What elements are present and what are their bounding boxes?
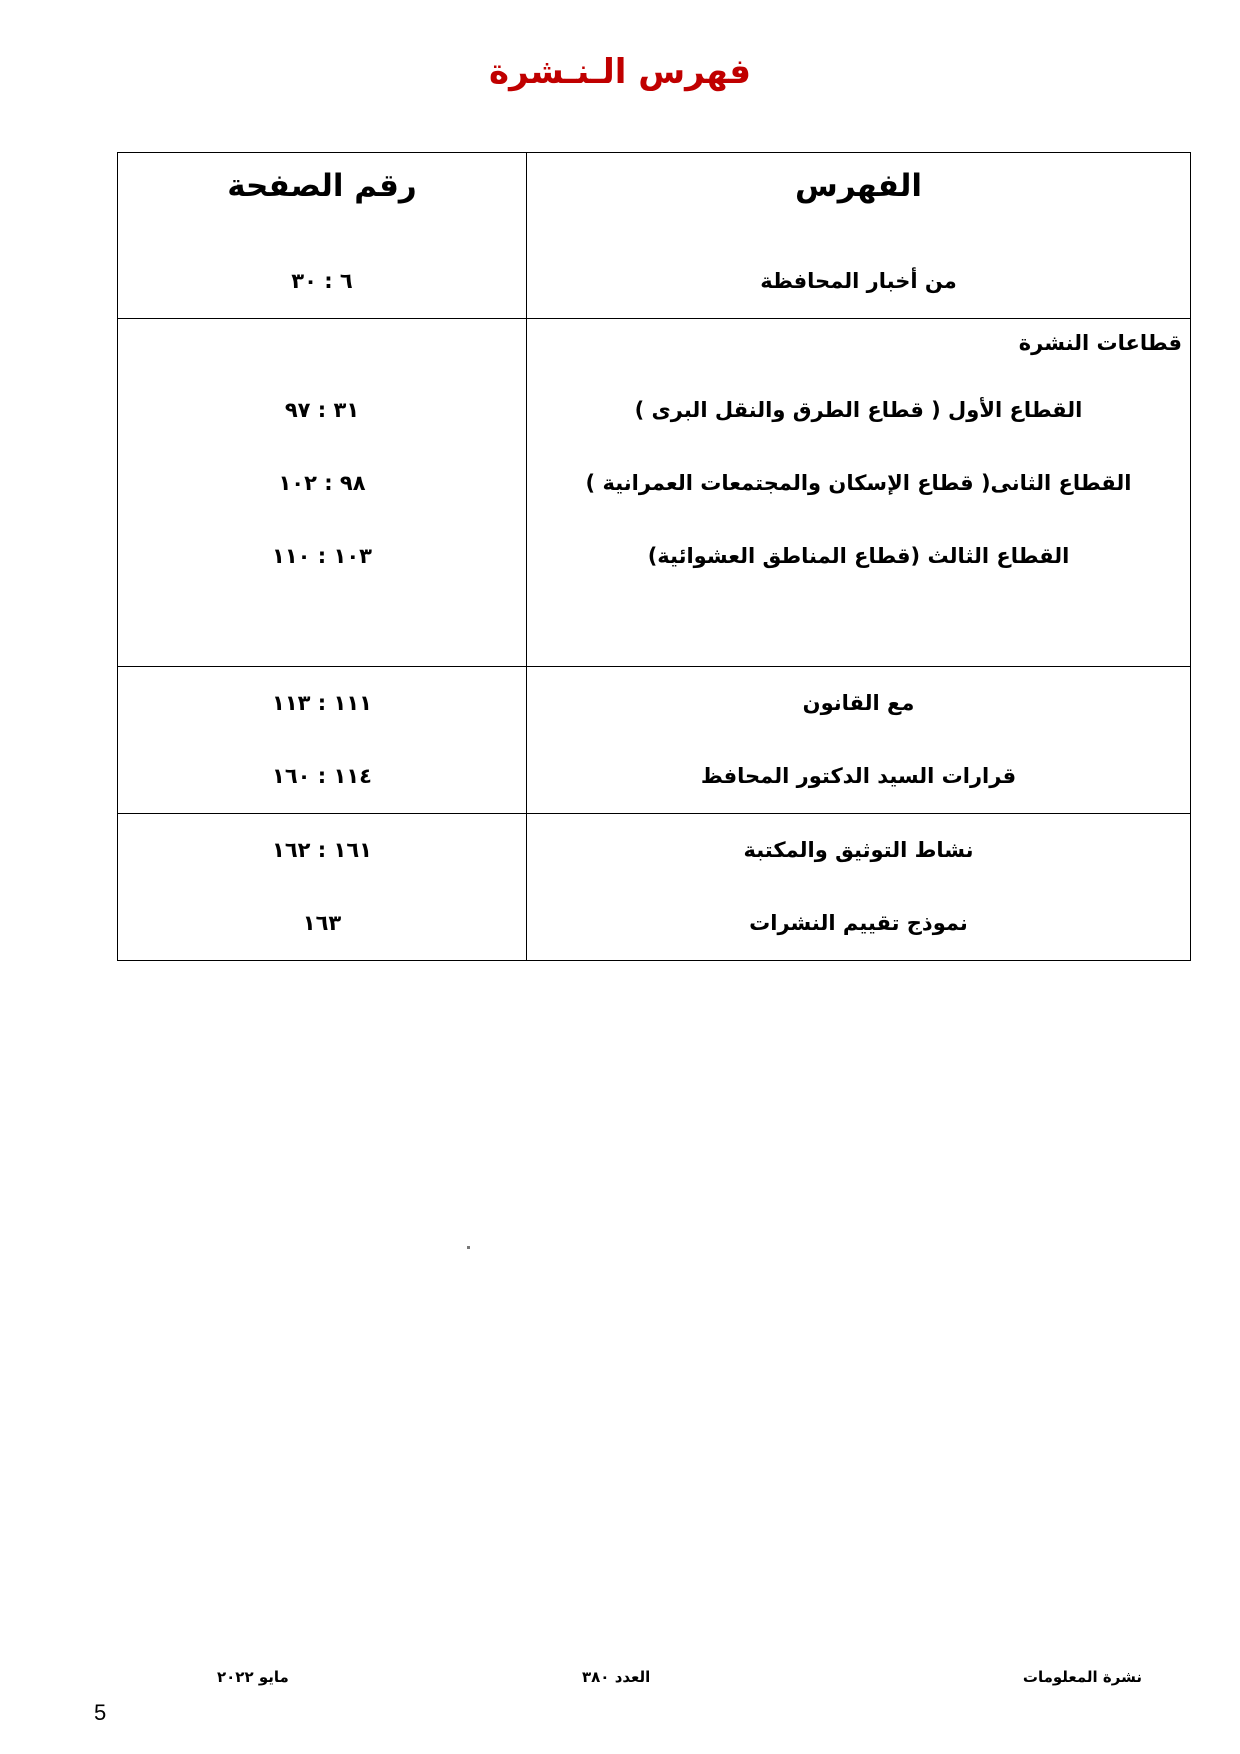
page-cell bbox=[118, 153, 527, 319]
item-pages: ١٦٣ bbox=[302, 911, 342, 935]
title-cell bbox=[527, 814, 1191, 961]
section-row bbox=[118, 319, 1191, 667]
item-title: القطاع الثالث (قطاع المناطق العشوائية) bbox=[647, 544, 1070, 568]
page-cell bbox=[118, 814, 527, 961]
title-cell bbox=[527, 153, 1191, 319]
footer-date: مايو ٢٠٢٢ bbox=[217, 1668, 289, 1686]
item-title: من أخبار المحافظة bbox=[760, 269, 957, 293]
section-row bbox=[118, 814, 1191, 961]
item-pages: ٦ : ٣٠ bbox=[291, 269, 353, 293]
title-cell bbox=[527, 667, 1191, 814]
index-header: الفهرس bbox=[794, 168, 923, 204]
section-row bbox=[118, 153, 1191, 319]
item-title: القطاع الثانى( قطاع الإسكان والمجتمعات العمرانية ) bbox=[585, 471, 1132, 495]
footer-publication: نشرة المعلومات bbox=[1022, 1668, 1142, 1686]
title-cell bbox=[527, 319, 1191, 667]
item-pages: ٣١ : ٩٧ bbox=[284, 398, 360, 422]
item-pages: ٩٨ : ١٠٢ bbox=[278, 471, 366, 495]
page-cell bbox=[118, 319, 527, 667]
page-number: 5 bbox=[94, 1700, 107, 1725]
section-row bbox=[118, 667, 1191, 814]
item-pages: ١١٤ : ١٦٠ bbox=[272, 764, 372, 788]
item-pages: ١١١ : ١١٣ bbox=[272, 691, 372, 715]
item-title: مع القانون bbox=[802, 691, 915, 715]
item-title: قرارات السيد الدكتور المحافظ bbox=[700, 764, 1017, 788]
section-subheading: قطاعات النشرة bbox=[1018, 331, 1182, 355]
item-title: نموذج تقييم النشرات bbox=[749, 911, 968, 935]
footer-issue: العدد ٣٨٠ bbox=[582, 1668, 651, 1686]
page-title: فهرس الـنـشرة bbox=[489, 52, 751, 92]
page-cell bbox=[118, 667, 527, 814]
index-table bbox=[117, 152, 1191, 961]
item-title: نشاط التوثيق والمكتبة bbox=[743, 838, 974, 862]
item-pages: ١٠٣ : ١١٠ bbox=[272, 544, 372, 568]
item-pages: ١٦١ : ١٦٢ bbox=[272, 838, 372, 862]
item-title: القطاع الأول ( قطاع الطرق والنقل البرى ) bbox=[634, 398, 1083, 422]
page-number-header: رقم الصفحة bbox=[227, 168, 417, 204]
stray-mark bbox=[467, 1246, 470, 1249]
